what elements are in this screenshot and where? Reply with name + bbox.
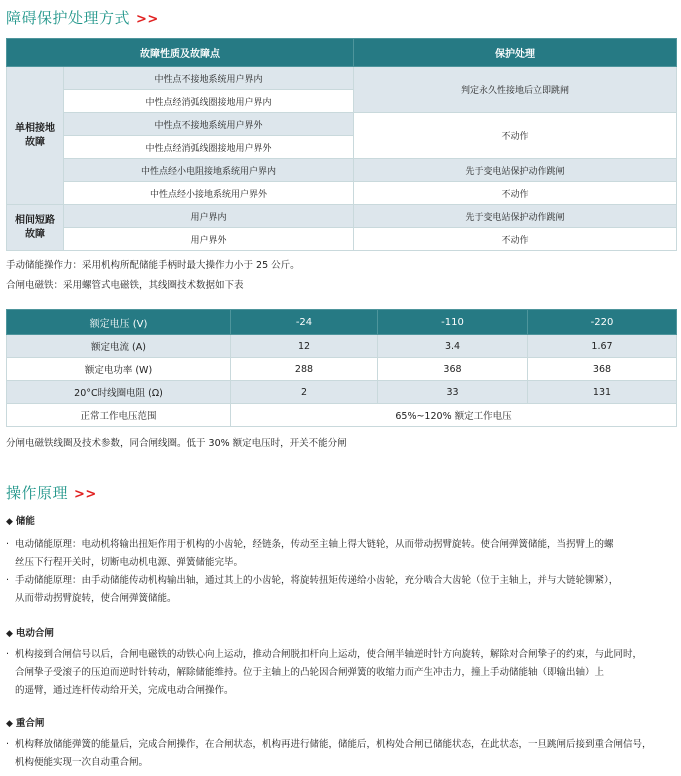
paragraph-line: 合闸挚子受滚子的压迫而逆时针转动，解除储能维持。位于主轴上的凸轮因合闸弹簧的收缩力而产生冲击力，撞上手动储能轴（即输出轴）上 [15,667,605,678]
coil-spec-table [6,309,677,427]
group-phase-short-circuit [7,205,64,251]
table-row [7,404,677,427]
fault-point-cell: 用户界内 [64,205,354,228]
note-opening-magnet: 分闸电磁铁线圈及技术参数，同合闸线圈。低于 30% 额定电压时，开关不能分闸 [6,438,347,449]
action-cell: 不动作 [354,113,677,159]
table-row [7,182,677,205]
section-title-protection [6,7,159,28]
bullet-dot-icon: · [6,739,10,750]
value-cell: 1.67 [528,335,677,358]
action-cell: 判定永久性接地后立即跳闸 [354,67,677,113]
double-arrow-icon: >> [136,12,159,27]
section-title-text: 操作原理 [6,484,69,502]
bullet-dot-icon: · [6,575,10,586]
note-manual-force: 手动储能操作力：采用机构所配储能手柄时最大操作力小于 25 公斤。 [6,260,300,271]
subhead-text: 重合闸 [15,718,45,729]
fault-point-cell: 中性点经小电阻接地系统用户界内 [64,159,354,182]
subhead-text: 电动合闸 [15,628,54,639]
header-cell: -110 [378,310,528,335]
table-row [7,228,677,251]
table-row [7,335,677,358]
value-cell: 33 [378,381,528,404]
subhead-storage [6,513,35,527]
paragraph-electric-closing [6,646,671,700]
paragraph-line: 机构释放储能弹簧的能量后，完成合闸操作，在合闸状态，机构再进行储能，储能后，机构处合闸已储能状态，在此状态，一旦跳闸后接到重合闸信号， [15,739,652,750]
bullet-dot-icon: · [6,649,10,660]
diamond-icon: ◆ [6,719,13,729]
table-row [7,67,677,90]
value-cell: 12 [231,335,378,358]
fault-point-cell: 中性点不接地系统用户界外 [64,113,354,136]
paragraph-line: 的遥臂，通过连杆传动给开关，完成电动合闸操作。 [15,685,234,696]
table-row [7,159,677,182]
action-cell: 先于变电站保护动作跳闸 [354,159,677,182]
fault-point-cell: 中性点不接地系统用户界内 [64,67,354,90]
group-label: 故障 [25,136,45,148]
action-cell: 先于变电站保护动作跳闸 [354,205,677,228]
paragraph-line: 手动储能原理：由手动储能传动机构输出轴，通过其上的小齿轮，将旋转扭矩传递给小齿轮，充分啮合大齿轮（位于主轴上，并与大链轮铆紧）， [15,575,619,586]
table-row [7,381,677,404]
fault-point-cell: 用户界外 [64,228,354,251]
header-cell: 额定电压 (V) [7,310,231,335]
table-row [7,113,677,136]
double-arrow-icon: >> [74,487,97,502]
value-cell: 131 [528,381,677,404]
paragraph-electric-storage [6,536,671,608]
value-cell: 368 [378,358,528,381]
row-label: 正常工作电压范围 [7,404,231,427]
table-header-row [7,310,677,335]
diamond-icon: ◆ [6,517,13,527]
table-header-row [7,39,677,67]
section-title-text: 障碍保护处理方式 [6,9,131,27]
bullet-dot-icon: · [6,539,10,550]
action-cell: 不动作 [354,182,677,205]
section-title-operation [6,482,97,503]
fault-protection-table [6,38,677,251]
action-cell: 不动作 [354,228,677,251]
paragraph-line: 机构接到合闸信号以后，合闸电磁铁的动铁心向上运动，推动合闸脱扣杆向上运动，使合闸半轴逆时针方向旋转，解除对合闸挚子的约束，与此同时， [15,649,643,660]
paragraph-line: 机构便能实现一次自动重合闸。 [15,757,149,768]
table-row [7,358,677,381]
header-cell: -220 [528,310,677,335]
fault-point-cell: 中性点经小接地系统用户界外 [64,182,354,205]
subhead-reclosing [6,715,44,729]
header-cell: -24 [231,310,378,335]
group-single-phase-ground [7,67,64,205]
paragraph-reclosing [6,736,671,772]
fault-point-cell: 中性点经消弧线圈接地用户界内 [64,90,354,113]
subhead-electric-closing [6,625,54,639]
header-fault-point: 故障性质及故障点 [7,39,354,67]
value-cell: 288 [231,358,378,381]
value-cell: 3.4 [378,335,528,358]
value-cell: 2 [231,381,378,404]
subhead-text: 储能 [15,516,35,527]
fault-point-cell: 中性点经消弧线圈接地用户界外 [64,136,354,159]
value-cell: 368 [528,358,677,381]
diamond-icon: ◆ [6,629,13,639]
row-label: 额定电功率 (W) [7,358,231,381]
paragraph-line: 从而带动拐臂旋转，使合闸弹簧储能。 [15,593,177,604]
group-label: 故障 [25,228,45,240]
paragraph-line: 丝压下行程开关时，切断电动机电源、弹簧储能完毕。 [15,557,244,568]
row-label: 20°C时线圈电阻 (Ω) [7,381,231,404]
table-row [7,205,677,228]
paragraph-line: 电动储能原理：电动机将输出扭矩作用于机构的小齿轮，经链条，传动至主轴上得大链轮，从而带动拐臂旋转。使合闸弹簧储能，当拐臂上的螺 [15,539,614,550]
range-value: 65%~120% 额定工作电压 [231,404,677,427]
group-label: 单相接地 [15,122,55,134]
group-label: 相间短路 [15,214,55,226]
header-protection: 保护处理 [354,39,677,67]
note-closing-magnet: 合闸电磁铁：采用螺管式电磁铁，其线圈技术数据如下表 [6,280,244,291]
row-label: 额定电流 (A) [7,335,231,358]
